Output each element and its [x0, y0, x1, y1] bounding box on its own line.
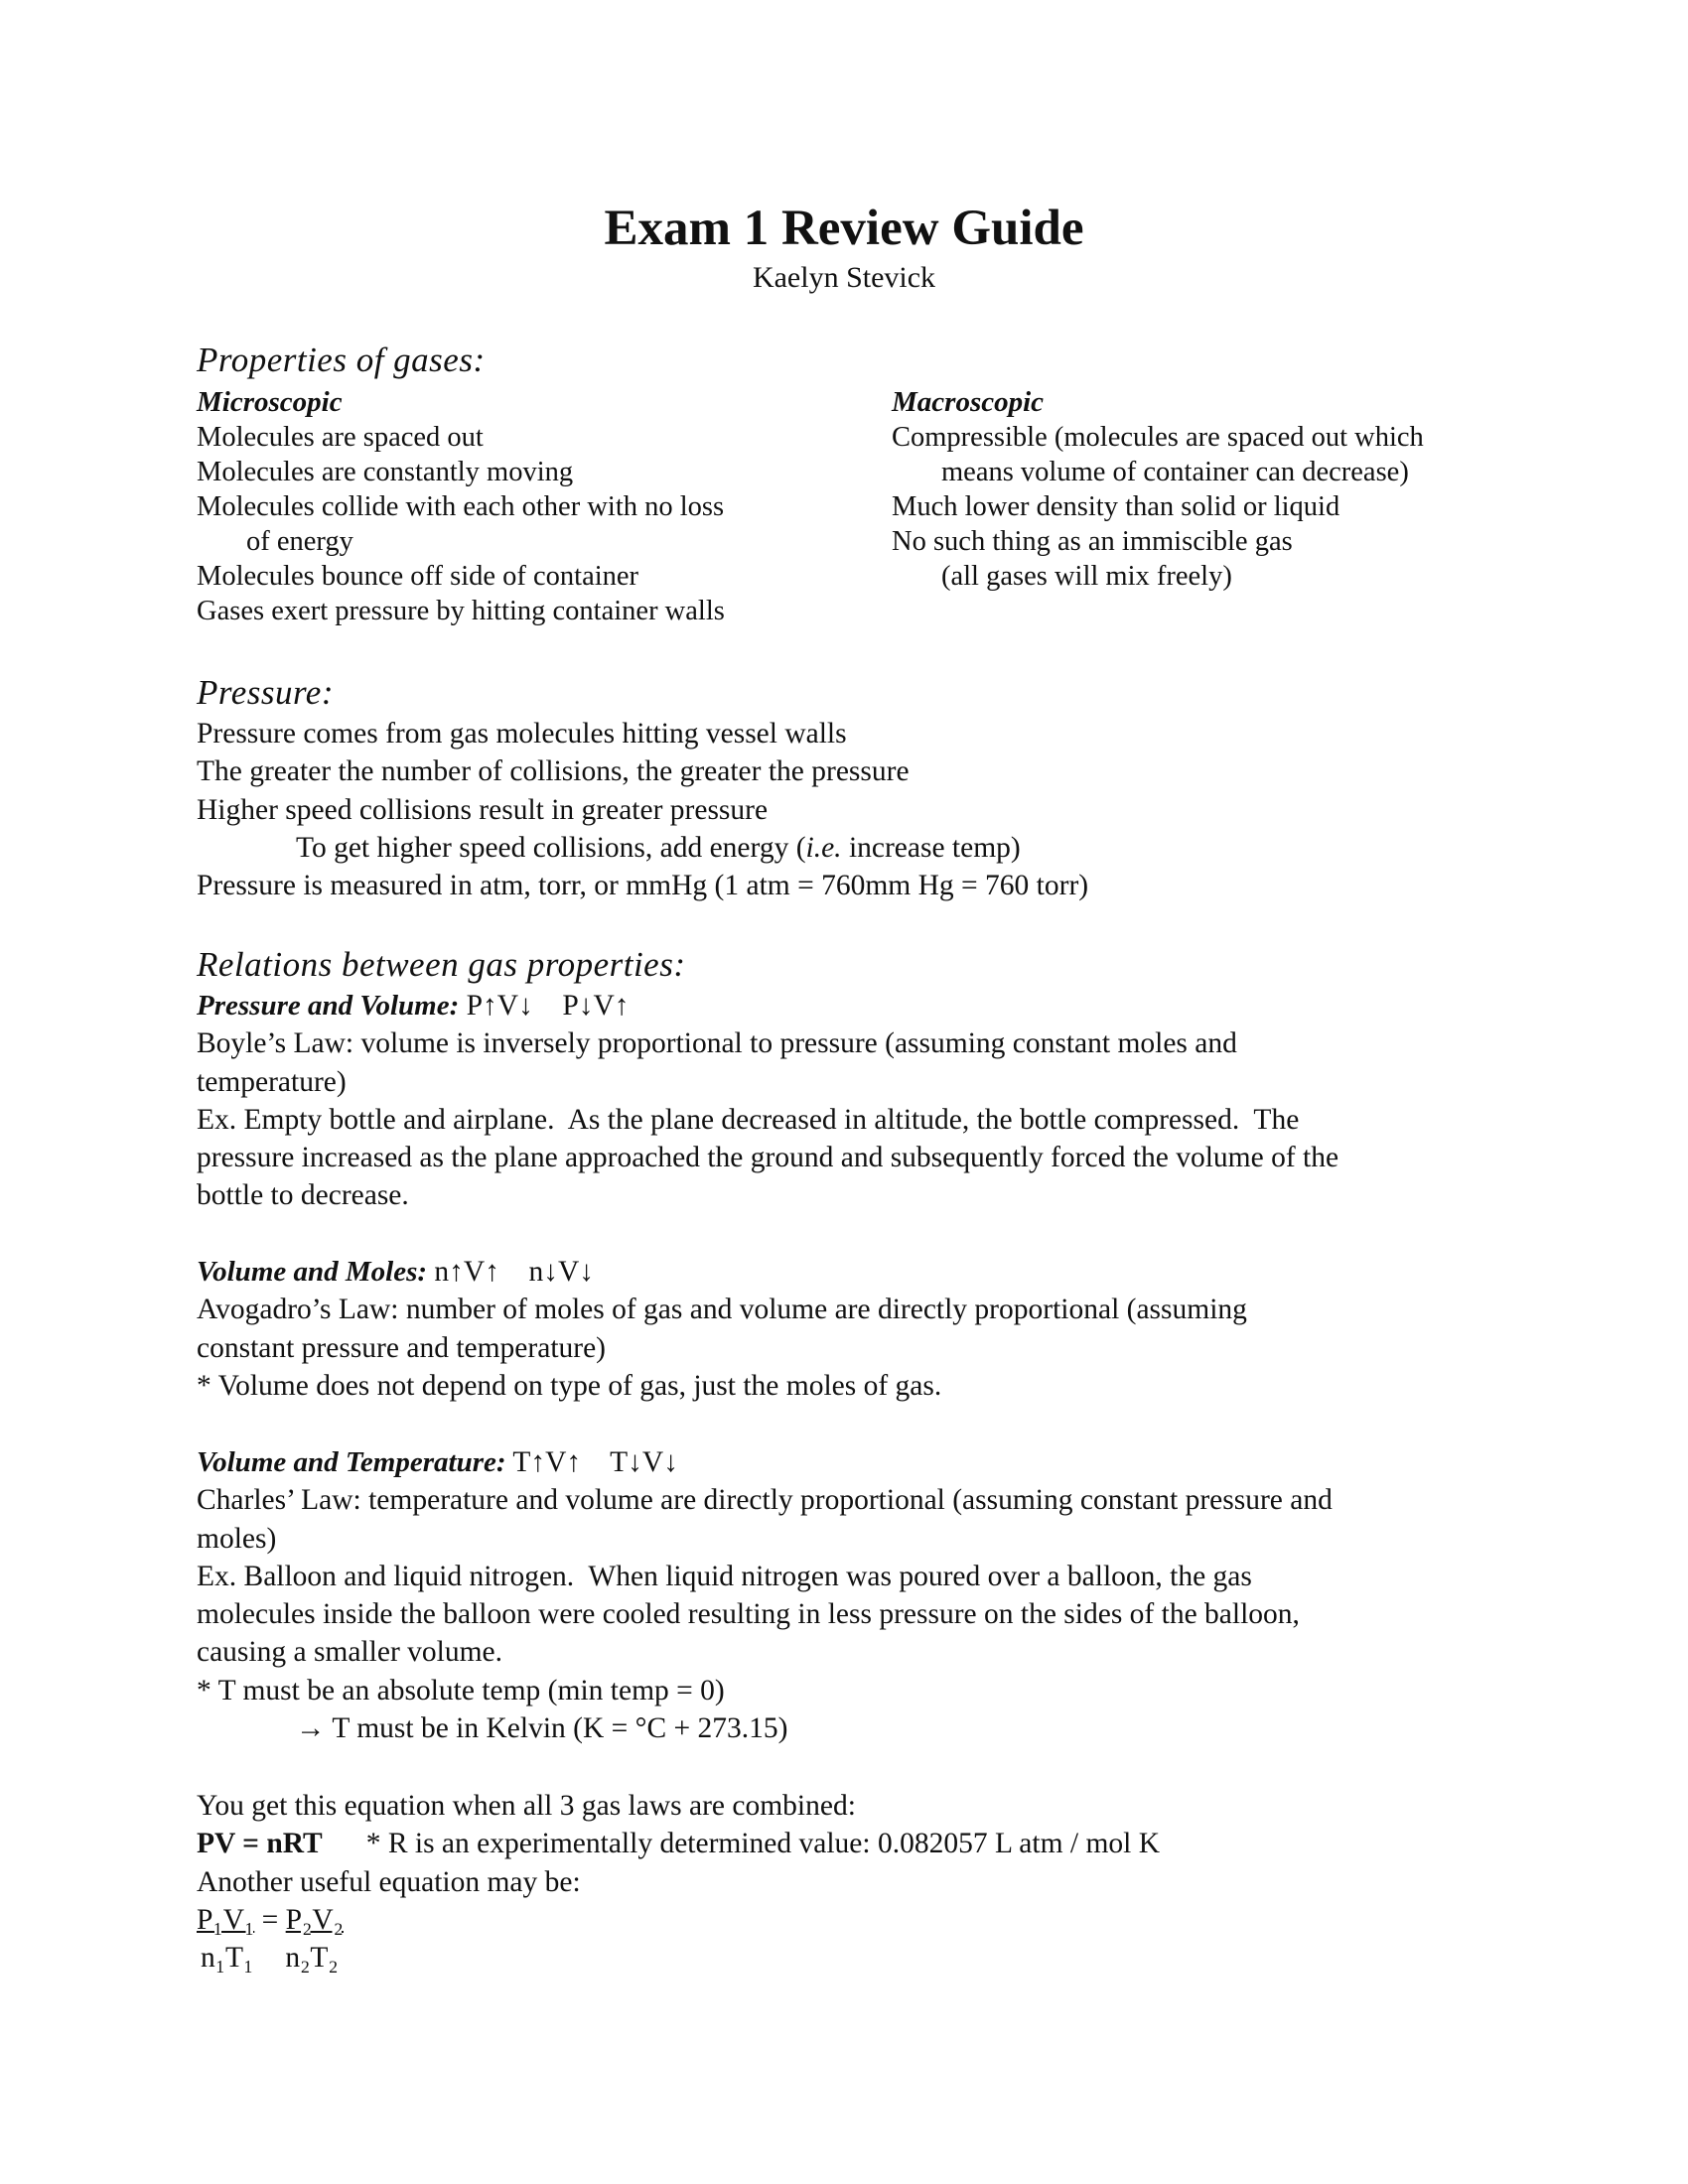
list-item: Compressible (molecules are spaced out which	[892, 422, 1424, 453]
text-fragment: increase temp)	[841, 831, 1021, 864]
text-fragment: To get higher speed collisions, add energy (	[296, 831, 806, 864]
relation-arrows: P↑V↓ P↓V↑	[459, 990, 630, 1022]
text-line: causing a smaller volume.	[197, 1636, 503, 1669]
relation-arrows: T↑V↑ T↓V↓	[505, 1446, 678, 1478]
denominator-right: n₂T₂	[285, 1942, 339, 1975]
section-heading-pressure: Pressure:	[197, 673, 334, 712]
text-line: * Volume does not depend on type of gas, just the moles of gas.	[197, 1369, 942, 1402]
section-heading-properties: Properties of gases:	[197, 341, 486, 379]
text-line: Charles’ Law: temperature and volume are directly proportional (assuming constant pressure and	[197, 1484, 1333, 1517]
text-line	[197, 829, 1088, 867]
text-line: constant pressure and temperature)	[197, 1331, 607, 1364]
list-item: Gases exert pressure by hitting container walls	[197, 596, 725, 626]
text-line: The greater the number of collisions, the greater the pressure	[197, 755, 910, 788]
text-line: → T must be in Kelvin (K = °C + 273.15)	[296, 1712, 788, 1745]
list-item: Molecules collide with each other with no loss	[197, 491, 725, 522]
volume-temperature-block	[197, 1443, 1527, 1747]
relation-arrows: n↑V↑ n↓V↓	[427, 1256, 595, 1288]
section-heading-relations: Relations between gas properties:	[197, 945, 686, 984]
equals-sign: =	[254, 1903, 286, 1936]
text-line: Boyle’s Law: volume is inversely proportional to pressure (assuming constant moles and	[197, 1027, 1237, 1060]
text-line: Ex. Balloon and liquid nitrogen. When liquid nitrogen was poured over a balloon, the gas	[197, 1560, 1252, 1592]
subheading-line	[197, 1253, 1527, 1291]
document-title: Exam 1 Review Guide	[604, 201, 1084, 256]
macroscopic-label: Macroscopic	[892, 386, 1045, 418]
combined-law-block	[197, 1787, 1527, 1977]
text-line: temperature)	[197, 1065, 347, 1098]
text-line: bottle to decrease.	[197, 1179, 409, 1212]
text-line: Ex. Empty bottle and airplane. As the plane decreased in altitude, the bottle compressed. The	[197, 1103, 1300, 1136]
list-item: means volume of container can decrease)	[941, 457, 1409, 487]
volume-moles-label: Volume and Moles:	[197, 1256, 428, 1288]
numerator-left: P₁V₁	[197, 1903, 255, 1936]
text-fragment: i.e.	[805, 831, 842, 864]
list-item: of energy	[246, 526, 353, 557]
ideal-gas-line	[197, 1825, 1527, 1862]
numerator-right: P₂V₂	[285, 1903, 344, 1936]
text-line: Pressure comes from gas molecules hitting vessel walls	[197, 718, 847, 750]
text-line: Pressure is measured in atm, torr, or mmHg (1 atm = 760mm Hg = 760 torr)	[197, 870, 1089, 902]
r-constant-note: * R is an experimentally determined value: 0.082057 L atm / mol K	[365, 1828, 1161, 1860]
list-item: Much lower density than solid or liquid	[892, 491, 1340, 522]
fraction-denominator-line	[197, 1939, 1527, 1977]
list-item: Molecules are spaced out	[197, 422, 484, 453]
subheading-line	[197, 1443, 1527, 1481]
list-item: Molecules are constantly moving	[197, 457, 574, 487]
text-line: Avogadro’s Law: number of moles of gas and volume are directly proportional (assuming	[197, 1294, 1247, 1326]
pressure-volume-label: Pressure and Volume:	[197, 990, 460, 1022]
macroscopic-column	[892, 385, 1424, 594]
document-author: Kaelyn Stevick	[752, 261, 936, 294]
ideal-gas-equation: PV = nRT	[197, 1828, 323, 1860]
microscopic-label: Microscopic	[197, 386, 343, 418]
volume-moles-block	[197, 1253, 1527, 1405]
list-item: Molecules bounce off side of container	[197, 561, 639, 592]
text-line: molecules inside the balloon were cooled resulting in less pressure on the sides of the balloon,	[197, 1598, 1300, 1631]
fraction-numerator-line	[197, 1901, 1527, 1939]
volume-temperature-label: Volume and Temperature:	[197, 1446, 506, 1478]
text-line: moles)	[197, 1522, 277, 1555]
list-item: No such thing as an immiscible gas	[892, 526, 1293, 557]
microscopic-column	[197, 385, 725, 628]
text-line: * T must be an absolute temp (min temp = 0)	[197, 1674, 725, 1706]
subheading-line	[197, 987, 1527, 1024]
list-item: (all gases will mix freely)	[941, 561, 1232, 592]
text-line: You get this equation when all 3 gas laws are combined:	[197, 1790, 856, 1822]
pressure-section	[197, 715, 1088, 904]
text-line: Another useful equation may be:	[197, 1865, 581, 1898]
text-line: pressure increased as the plane approached the ground and subsequently forced the volume of the	[197, 1142, 1339, 1174]
pressure-volume-block	[197, 987, 1527, 1215]
denominator-left: n₁T₁	[201, 1942, 254, 1975]
text-line: Higher speed collisions result in greater pressure	[197, 793, 769, 826]
